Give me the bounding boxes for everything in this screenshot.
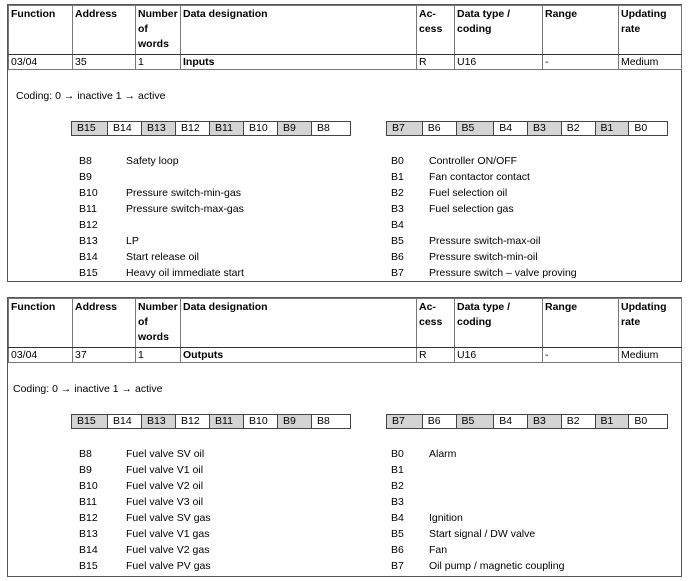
high-bit-descriptions [79, 153, 244, 281]
col-designation-header: Data designation [181, 299, 417, 348]
list-item: B10 Pressure switch-min-gas [79, 187, 241, 199]
bit-cell: B9 [278, 415, 312, 428]
col-access-header: Ac- cess [417, 6, 455, 55]
list-item: B14 Fuel valve V2 gas [79, 544, 210, 556]
list-item: B11 Pressure switch-max-gas [79, 203, 244, 215]
bit-cell: B6 [423, 415, 457, 428]
bit-cell: B14 [108, 415, 142, 428]
bit-cell: B8 [312, 415, 350, 428]
bit-cell: B15 [72, 415, 108, 428]
address-value: 35 [73, 55, 136, 70]
bit-cell: B7 [387, 415, 423, 428]
list-item: B15 Heavy oil immediate start [79, 267, 244, 279]
list-item: B5 Pressure switch-max-oil [391, 235, 541, 247]
list-item: B14 Start release oil [79, 251, 199, 263]
list-item: B3 Fuel selection gas [391, 203, 514, 215]
bit-cell: B1 [596, 122, 630, 135]
col-datatype-header: Data type / coding [455, 299, 543, 348]
bit-cell: B0 [629, 122, 667, 135]
bit-cell: B3 [528, 122, 562, 135]
list-item: B12 [79, 219, 98, 231]
high-bit-descriptions [79, 446, 211, 574]
col-words-header: Number of words [136, 299, 181, 348]
list-item: B7 Pressure switch – valve proving [391, 267, 577, 279]
low-bit-descriptions [391, 153, 577, 281]
bit-cell: B4 [494, 415, 528, 428]
list-item: B4 [391, 219, 404, 231]
list-item: B8 Fuel valve SV oil [79, 448, 205, 460]
col-rate-header: Updating rate [619, 6, 682, 55]
bit-cell: B4 [494, 122, 528, 135]
register-header-table [8, 298, 682, 363]
col-designation-header: Data designation [181, 6, 417, 55]
coding-note: Coding: 0 → inactive 1 → active [13, 383, 163, 395]
rate-value: Medium [619, 55, 682, 70]
list-item: B9 [79, 171, 92, 183]
list-item: B11 Fuel valve V3 oil [79, 496, 204, 508]
list-item: B9 Fuel valve V1 oil [79, 464, 204, 476]
coding-note: Coding: 0 → inactive 1 → active [16, 90, 166, 102]
bit-cell: B10 [244, 415, 278, 428]
bit-cell: B15 [72, 122, 108, 135]
words-value: 1 [136, 55, 181, 70]
bit-cell: B3 [528, 415, 562, 428]
bit-cell: B2 [562, 122, 596, 135]
bit-cell: B12 [176, 122, 210, 135]
col-datatype-header: Data type / coding [455, 6, 543, 55]
col-range-header: Range [543, 6, 619, 55]
list-item: B6 Fan [391, 544, 448, 556]
list-item: B1 Fan contactor contact [391, 171, 530, 183]
low-byte-bits [386, 414, 668, 429]
high-byte-bits [71, 414, 351, 429]
list-item: B15 Fuel valve PV gas [79, 560, 211, 572]
bit-cell: B1 [596, 415, 630, 428]
bit-cell: B5 [457, 415, 495, 428]
col-function-header: Function [9, 299, 73, 348]
range-value: - [543, 348, 619, 363]
low-bit-descriptions [391, 446, 564, 574]
bit-cell: B5 [457, 122, 495, 135]
col-words-header: Number of words [136, 6, 181, 55]
range-value: - [543, 55, 619, 70]
list-item: B13 LP [79, 235, 139, 247]
bit-cell: B7 [387, 122, 423, 135]
bit-cell: B11 [210, 122, 244, 135]
address-value: 37 [73, 348, 136, 363]
list-item: B12 Fuel valve SV gas [79, 512, 211, 524]
list-item: B8 Safety loop [79, 155, 179, 167]
bit-cell: B12 [176, 415, 210, 428]
register-section-outputs [7, 297, 682, 577]
list-item: B0 Controller ON/OFF [391, 155, 518, 167]
bit-cell: B13 [142, 415, 176, 428]
register-section-inputs [7, 4, 682, 282]
list-item: B7 Oil pump / magnetic coupling [391, 560, 565, 572]
list-item: B4 Ignition [391, 512, 463, 524]
list-item: B2 [391, 480, 404, 492]
list-item: B2 Fuel selection oil [391, 187, 508, 199]
list-item: B3 [391, 496, 404, 508]
words-value: 1 [136, 348, 181, 363]
bit-cell: B6 [423, 122, 457, 135]
designation-value: Outputs [181, 348, 417, 363]
bit-cell: B0 [629, 415, 667, 428]
bit-cell: B10 [244, 122, 278, 135]
col-range-header: Range [543, 299, 619, 348]
datatype-value: U16 [455, 55, 543, 70]
col-function-header: Function [9, 6, 73, 55]
col-address-header: Address [73, 299, 136, 348]
register-header-table [8, 5, 682, 70]
bit-cell: B9 [278, 122, 312, 135]
rate-value: Medium [619, 348, 682, 363]
function-value: 03/04 [9, 348, 73, 363]
high-byte-bits [71, 121, 351, 136]
datatype-value: U16 [455, 348, 543, 363]
list-item: B13 Fuel valve V1 gas [79, 528, 210, 540]
low-byte-bits [386, 121, 668, 136]
col-rate-header: Updating rate [619, 299, 682, 348]
list-item: B6 Pressure switch-min-oil [391, 251, 538, 263]
col-address-header: Address [73, 6, 136, 55]
bit-cell: B13 [142, 122, 176, 135]
access-value: R [417, 348, 455, 363]
col-access-header: Ac- cess [417, 299, 455, 348]
function-value: 03/04 [9, 55, 73, 70]
bit-cell: B14 [108, 122, 142, 135]
list-item: B0 Alarm [391, 448, 457, 460]
list-item: B10 Fuel valve V2 oil [79, 480, 204, 492]
bit-cell: B2 [562, 415, 596, 428]
list-item: B5 Start signal / DW valve [391, 528, 536, 540]
bit-cell: B8 [312, 122, 350, 135]
bit-cell: B11 [210, 415, 244, 428]
list-item: B1 [391, 464, 404, 476]
access-value: R [417, 55, 455, 70]
designation-value: Inputs [181, 55, 417, 70]
